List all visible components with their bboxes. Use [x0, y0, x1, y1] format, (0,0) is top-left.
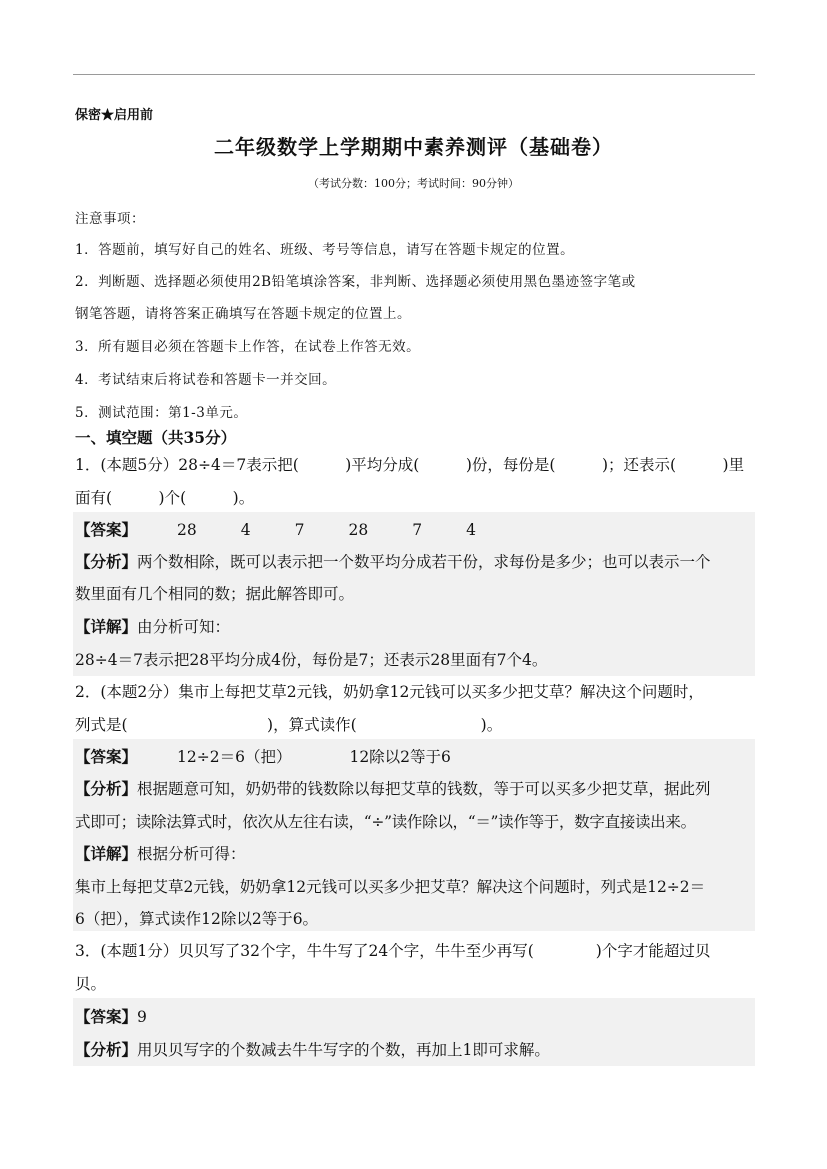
- section-heading: 一、填空题（共35分）: [75, 428, 237, 447]
- question-1-text: 1．(本题5分）28÷4＝7表示把( )平均分成( )份，每份是( )；还表示( )里: [75, 456, 745, 474]
- answer-value: 12除以2等于6: [349, 748, 451, 766]
- question-1-analysis: [75, 550, 711, 572]
- question-2-text: 列式是( )，算式读作( )。: [75, 716, 503, 734]
- exam-info: （考试分数：100分；考试时间：90分钟）: [308, 177, 519, 190]
- analysis-text: 用贝贝写字的个数减去牛牛写字的个数，再加上1即可求解。: [137, 1041, 550, 1059]
- question-2-detail: [75, 842, 246, 864]
- question-2-text: 2．(本题2分）集市上每把艾草2元钱，奶奶拿12元钱可以买多少把艾草？解决这个问题时，: [75, 683, 704, 701]
- notice-item: 4．考试结束后将试卷和答题卡一并交回。: [75, 372, 337, 388]
- detail-text: 集市上每把艾草2元钱，奶奶拿12元钱可以买多少把艾草？解决这个问题时，列式是12÷2＝: [75, 878, 706, 896]
- notice-item: 2．判断题、选择题必须使用2B铅笔填涂答案，非判断、选择题必须使用黑色墨迹签字笔或: [75, 274, 636, 290]
- question-3-text: 贝。: [75, 975, 107, 993]
- question-2-solution-block: [73, 739, 755, 931]
- answer-value: 7: [412, 521, 423, 539]
- detail-text: 28÷4＝7表示把28平均分成4份，每份是7；还表示28里面有7个4。: [75, 651, 548, 669]
- question-1-answer: [75, 518, 476, 540]
- answer-value: 9: [137, 1008, 147, 1026]
- notice-item: 3．所有题目必须在答题卡上作答，在试卷上作答无效。: [75, 339, 421, 355]
- answer-value: 28: [177, 521, 197, 539]
- answer-tag: 【答案】: [75, 1007, 138, 1026]
- question-1-detail: [75, 615, 230, 637]
- detail-tag: 【详解】: [75, 617, 138, 636]
- detail-text: 根据分析可得：: [137, 845, 246, 863]
- answer-value: 7: [294, 521, 305, 539]
- analysis-tag: 【分析】: [75, 1040, 138, 1059]
- question-2-answer: [75, 745, 451, 767]
- notice-item: 钢笔答题，请将答案正确填写在答题卡规定的位置上。: [75, 306, 411, 322]
- analysis-tag: 【分析】: [75, 552, 138, 571]
- answer-value: 4: [466, 521, 476, 539]
- detail-text: 6（把），算式读作12除以2等于6。: [75, 910, 319, 928]
- analysis-text: 两个数相除，既可以表示把一个数平均分成若干份，求每份是多少；也可以表示一个: [137, 553, 711, 571]
- detail-text: 由分析可知：: [137, 618, 231, 636]
- answer-value: 12÷2＝6（把）: [177, 748, 292, 766]
- analysis-text: 数里面有几个相同的数；据此解答即可。: [75, 585, 355, 603]
- page-title: 二年级数学上学期期中素养测评（基础卷）: [214, 135, 613, 159]
- answer-value: 4: [240, 521, 251, 539]
- notice-item: 5．测试范围：第1-3单元。: [75, 405, 248, 421]
- question-3-analysis: [75, 1038, 550, 1060]
- analysis-text: 根据题意可知，奶奶带的钱数除以每把艾草的钱数，等于可以买多少把艾草，据此列: [137, 780, 711, 798]
- answer-tag: 【答案】: [75, 747, 138, 766]
- question-2-analysis: [75, 777, 711, 799]
- confidential-label: 保密★启用前: [75, 108, 154, 123]
- notice-heading: 注意事项：: [75, 211, 145, 227]
- analysis-text: 式即可；读除法算式时，依次从左往右读，“÷”读作除以，“＝”读作等于，数字直接读出来。: [75, 813, 696, 831]
- question-1-text: 面有( )个( )。: [75, 489, 255, 507]
- analysis-tag: 【分析】: [75, 779, 138, 798]
- detail-tag: 【详解】: [75, 844, 138, 863]
- answer-tag: 【答案】: [75, 520, 138, 539]
- header-rule: [73, 74, 755, 75]
- answer-value: 28: [348, 521, 369, 539]
- notice-item: 1．答题前，填写好自己的姓名、班级、考号等信息，请写在答题卡规定的位置。: [75, 242, 575, 258]
- question-3-answer: [75, 1005, 147, 1027]
- question-3-text: 3．(本题1分）贝贝写了32个字，牛牛写了24个字，牛牛至少再写( )个字才能超过贝: [75, 942, 711, 960]
